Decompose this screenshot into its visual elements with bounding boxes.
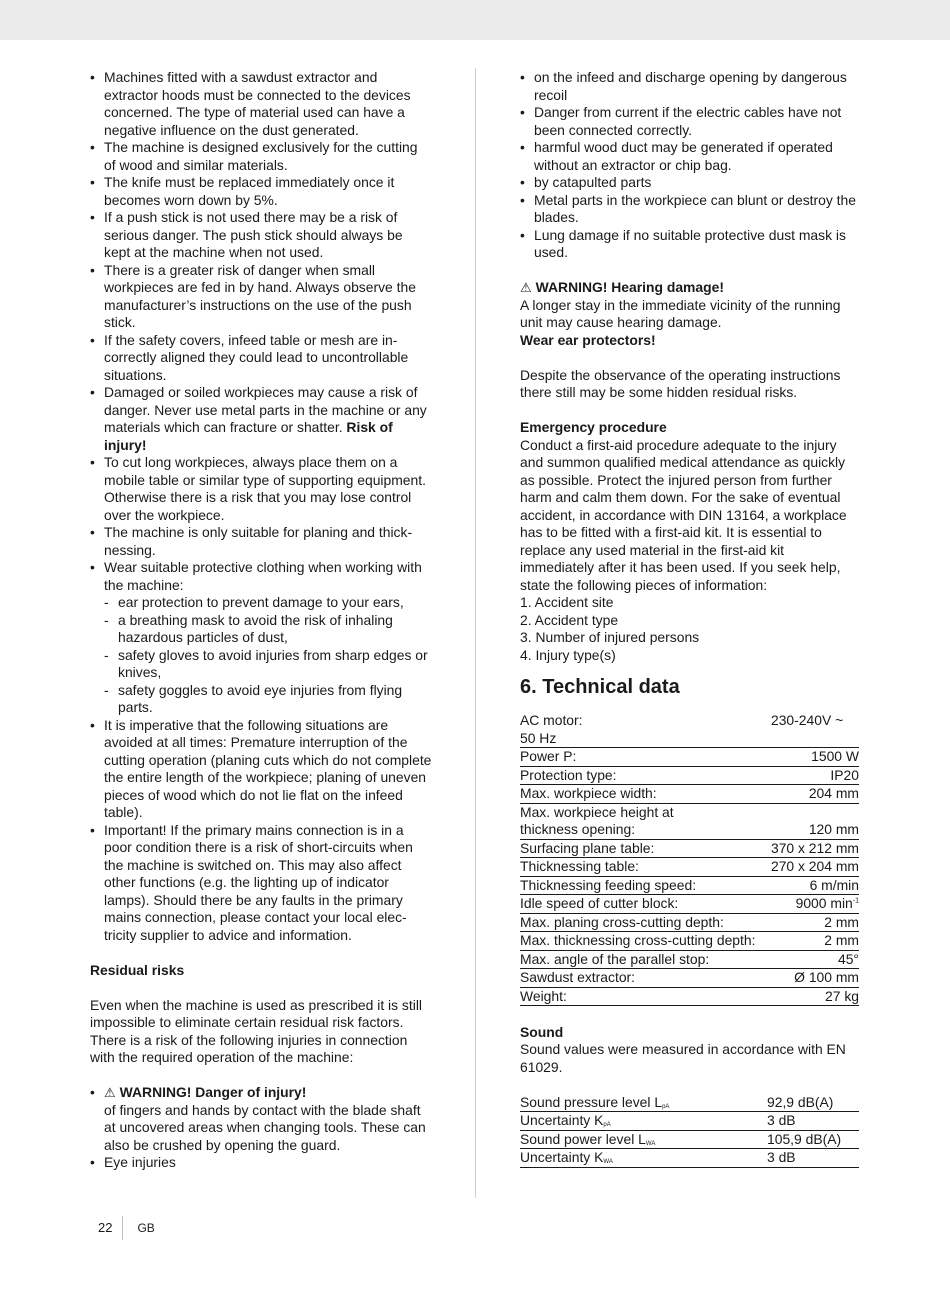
table-row: [520, 766, 859, 785]
risk-list: [520, 69, 860, 262]
list-item: • Danger from current if the electric cables have not been connected correctly.: [520, 104, 860, 139]
left-column: [90, 69, 432, 1172]
spec-label: Max. planing cross-cutting depth:: [520, 913, 771, 932]
sound-label: Sound pressure level $L_{pA}$: [520, 1094, 767, 1112]
list-item: • If a push stick is not used there may be a risk of serious danger. The push stick should always be kept at the machine when not used.: [90, 209, 432, 262]
list-item: • Lung damage if no suitable protective dust mask is used.: [520, 227, 860, 262]
spec-label: Max. workpiece height at: [520, 803, 674, 820]
list-item: • Eye injuries: [90, 1154, 432, 1172]
spec-value: 6 m/min: [771, 876, 859, 895]
sub-list-item: - safety goggles to avoid eye injuries from flying parts.: [104, 682, 432, 717]
hearing-warning-title: WARNING! Hearing damage!: [535, 279, 724, 295]
ear-protectors-note: Wear ear protectors!: [520, 331, 656, 348]
sub-list-item: - safety gloves to avoid injuries from sharp edges or knives,: [104, 647, 432, 682]
spec-label: thickness opening:: [520, 821, 771, 839]
table-row: [520, 987, 859, 1006]
table-row: [520, 839, 859, 858]
list-item: • It is imperative that the following situations are avoided at all times: Premature interruption of the cutting operation (planing cuts which do not complete the entire length of the workpiece; planing of uneven pieces of wood which do not lie flat on the infeed table).: [90, 717, 432, 822]
clothing-sublist: [104, 594, 432, 717]
hidden-risks-text: Despite the observance of the operating instructions there still may be some hidden residual risks.: [520, 366, 841, 400]
table-row: [520, 913, 859, 932]
spec-label: Max. angle of the parallel stop:: [520, 950, 771, 969]
spec-label: Idle speed of cutter block:: [520, 895, 771, 914]
table-row: [520, 748, 859, 767]
table-row: [520, 969, 859, 988]
spec-label: Thicknessing table:: [520, 858, 771, 877]
warning-icon: ⚠: [520, 280, 532, 295]
list-item: • The machine is designed exclusively for the cutting of wood and similar materials.: [90, 139, 432, 174]
spec-label: AC motor:: [520, 712, 583, 728]
spec-label: Max. thicknessing cross-cutting depth:: [520, 932, 771, 951]
list-item: • Machines fitted with a sawdust extractor and extractor hoods must be connected to the devices concerned. The type of material used can have a negative influence on the dust generated.: [90, 69, 432, 139]
technical-data-heading: 6. Technical data: [520, 676, 680, 698]
list-item: • Metal parts in the workpiece can blunt or destroy the blades.: [520, 192, 860, 227]
table-row: [520, 1112, 859, 1131]
table-row: [520, 876, 859, 895]
list-item: • The machine is only suitable for planing and thicknessing.: [90, 524, 432, 559]
list-item-text: Wear suitable protective clothing when working with the machine:: [104, 559, 422, 593]
table-row: [520, 858, 859, 877]
residual-list: [90, 1084, 432, 1172]
page-footer: [98, 1216, 155, 1240]
table-row: [520, 1149, 859, 1168]
table-row: [520, 1130, 859, 1149]
page-number: 22: [98, 1216, 123, 1240]
spec-value: 27 kg: [771, 987, 859, 1006]
spec-value: 50 Hz: [520, 730, 859, 748]
spec-label: Sawdust extractor:: [520, 969, 771, 988]
spec-value: 2 mm: [771, 932, 859, 951]
sound-label: Uncertainty $K_{pA}$: [520, 1112, 767, 1131]
sound-text: Sound values were measured in accordance with EN 61029.: [520, 1041, 846, 1075]
emergency-list-item: 2. Accident type: [520, 611, 619, 628]
list-item: • on the infeed and discharge opening by dangerous recoil: [520, 69, 860, 104]
sound-heading: Sound: [520, 1023, 564, 1040]
list-item: • The knife must be replaced immediately once it becomes worn down by 5%.: [90, 174, 432, 209]
emergency-list-item: 4. Injury type(s): [520, 646, 616, 663]
sound-value: 105,9 dB(A): [767, 1130, 859, 1149]
emergency-list-item: 3. Number of injured persons: [520, 629, 700, 645]
list-item: • To cut long workpieces, always place them on a mobile table or similar type of supporting equipment. Otherwise there is a risk that you may lose control over the workpiece.: [90, 454, 432, 524]
table-row: [520, 730, 859, 748]
spec-label: Thicknessing feeding speed:: [520, 876, 771, 895]
sound-label: Sound power level $L_{WA}$: [520, 1130, 767, 1149]
list-item-text: Damaged or soiled workpieces may cause a risk of danger. Never use metal parts in the machine or any materials which can fracture or shatter.: [104, 384, 427, 435]
warning-title: WARNING! Danger of injury!: [119, 1084, 307, 1100]
spec-value: 120 mm: [771, 821, 859, 839]
spec-value: 230-240V ~: [770, 712, 844, 728]
spec-value: 45°: [771, 950, 859, 969]
spec-value: 370 x 212 mm: [770, 839, 859, 856]
sub-list-item: - ear protection to prevent damage to your ears,: [104, 594, 432, 612]
right-column: [520, 69, 860, 1168]
list-item: • harmful wood duct may be generated if operated without an extractor or chip bag.: [520, 139, 860, 174]
spec-label: Surfacing plane table:: [520, 839, 771, 858]
hearing-warning-text: A longer stay in the immediate vicinity of the running unit may cause hearing damage.: [520, 296, 841, 330]
residual-risks-heading: Residual risks: [90, 961, 185, 978]
sound-label: Uncertainty $K_{WA}$: [520, 1149, 767, 1168]
language-code: GB: [137, 1221, 155, 1235]
spec-value: Ø 100 mm: [771, 969, 859, 988]
table-row: [520, 895, 859, 914]
list-item: • There is a greater risk of danger when small workpieces are fed in by hand. Always observe the manufacturer’s instructions on the use of the push stick.: [90, 262, 432, 332]
list-item: • by catapulted parts: [520, 174, 860, 192]
sound-table: [520, 1094, 859, 1168]
emergency-text: Conduct a first-aid procedure adequate to the injury and summon qualified medical attendance as quickly as possible. Protect the injured person from further harm and calm them down. For the sake of eventual accident, in accordance with DIN 13164, a workplace has to be fitted with a first-aid kit. It is essential to replace any used material in the first-aid kit immediately after it has been used. If you seek help, state the following pieces of information:: [520, 436, 847, 593]
spec-value: IP20: [771, 766, 859, 785]
spec-value: 1500 W: [771, 748, 859, 767]
list-item: [90, 559, 432, 717]
table-row: [520, 821, 859, 839]
sub-list-item: - a breathing mask to avoid the risk of inhaling hazardous particles of dust,: [104, 612, 432, 647]
emergency-list-item: 1. Accident site: [520, 594, 614, 610]
list-item: [90, 384, 432, 454]
safety-list: [90, 69, 432, 944]
emergency-heading: Emergency procedure: [520, 419, 667, 435]
spec-label: Max. workpiece width:: [520, 785, 771, 804]
sound-value: 3 dB: [767, 1112, 859, 1131]
table-row: [520, 950, 859, 969]
sound-value: 3 dB: [767, 1149, 859, 1168]
residual-risks-text: Even when the machine is used as prescribed it is still impossible to eliminate certain residual risk factors. There is a risk of the following injuries in connection with the required operation of the machine:: [90, 996, 422, 1065]
spec-value: 9000 $\min^{-1}$: [771, 895, 859, 914]
spec-value: 204 mm: [771, 785, 859, 804]
list-item: • Important! If the primary mains connection is in a poor condition there is a risk of short-circuits when the machine is switched on. This may also affect other functions (e.g. the lighting up of indicator lamps). Should there be any faults in the primary mains connection, please contact your local electricity supplier to advice and information.: [90, 822, 432, 945]
top-bar: [0, 0, 950, 40]
table-row: [520, 932, 859, 951]
risk-warning: Risk of injury!: [104, 419, 393, 453]
table-row: [520, 1094, 859, 1112]
technical-data-table: [520, 712, 859, 1006]
table-row: [520, 712, 859, 730]
table-row: [520, 803, 859, 821]
warning-icon: ⚠: [104, 1085, 116, 1100]
column-divider: [475, 68, 476, 1198]
spec-label: Power P:: [520, 748, 771, 767]
spec-value: 2 mm: [771, 913, 859, 932]
spec-label: Weight:: [520, 987, 771, 1006]
table-row: [520, 785, 859, 804]
warning-text: of fingers and hands by contact with the blade shaft at uncovered areas when changing tools. These can also be crushed by opening the guard.: [104, 1101, 426, 1153]
list-item: • If the safety covers, infeed table or mesh are incorrectly aligned they could lead to uncontrollable situations.: [90, 332, 432, 385]
sound-value: 92,9 dB(A): [767, 1094, 859, 1112]
spec-value: 270 x 204 mm: [770, 858, 859, 874]
list-item: [90, 1084, 432, 1154]
spec-label: Protection type:: [520, 766, 771, 785]
